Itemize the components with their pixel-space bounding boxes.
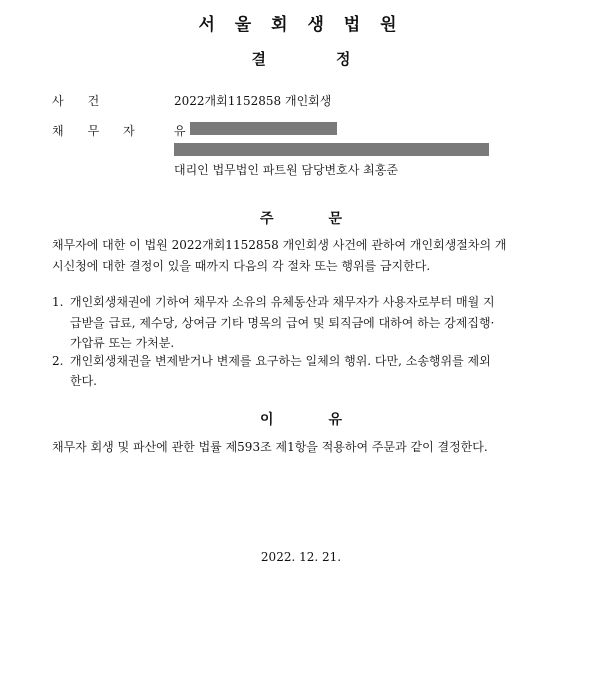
redacted-debtor-address bbox=[174, 143, 489, 156]
list-item-line: 가압류 또는 가처분. bbox=[70, 336, 175, 350]
order-text-line-1: 채무자에 대한 이 법원 2022개회1152858 개인회생 사건에 관하여 개인회생절차의 개 bbox=[52, 238, 507, 252]
court-name: 서 울 회 생 법 원 bbox=[198, 15, 404, 35]
reason-heading: 이유 bbox=[259, 412, 398, 428]
order-text-line-2: 시신청에 대한 결정이 있을 때까지 다음의 각 절차 또는 행위를 금지한다. bbox=[52, 259, 431, 273]
debtor-name-prefix: 유 bbox=[174, 124, 186, 138]
decision-date: 2022. 12. 21. bbox=[260, 550, 342, 564]
reason-text: 채무자 회생 및 파산에 관한 법률 제593조 제1항을 적용하여 주문과 같이 결정한다. bbox=[52, 440, 488, 454]
redacted-debtor-name bbox=[190, 122, 337, 135]
case-label: 사건 bbox=[52, 94, 124, 108]
debtor-agent: 대리인 법무법인 파트원 담당변호사 최홍준 bbox=[174, 163, 398, 177]
list-item-number: 2. bbox=[52, 354, 64, 368]
document-title: 결정 bbox=[251, 50, 421, 68]
list-item-line: 개인회생채권에 기하여 채무자 소유의 유체동산과 채무자가 사용자로부터 매월 지 bbox=[70, 295, 495, 309]
case-number: 2022개회1152858 개인회생 bbox=[174, 94, 332, 108]
list-item-line: 한다. bbox=[70, 374, 97, 388]
list-item-line: 개인회생채권을 변제받거나 변제를 요구하는 일체의 행위. 다만, 소송행위를 제외 bbox=[70, 354, 491, 368]
order-heading: 주문 bbox=[259, 211, 398, 227]
list-item-line: 급받을 급료, 제수당, 상여금 기타 명목의 급여 및 퇴직금에 대하여 하는 강제집행· bbox=[70, 316, 495, 330]
list-item-number: 1. bbox=[52, 295, 64, 309]
debtor-label: 채무자 bbox=[52, 124, 159, 138]
